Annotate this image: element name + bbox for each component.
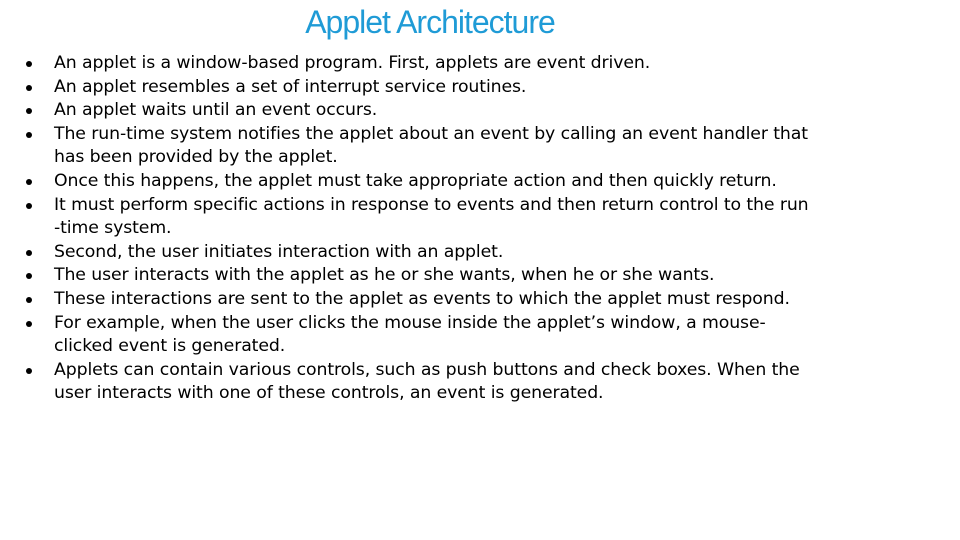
bullet-dot-icon (26, 250, 32, 256)
bullet-item (0, 99, 960, 123)
bullet-text: It must perform specific actions in response to events and then return control to the run (54, 194, 809, 215)
bullet-text: An applet waits until an event occurs. (54, 100, 378, 121)
bullet-text: For example, when the user clicks the mouse inside the applet’s window, a mouse- (54, 312, 766, 333)
bullet-item (0, 288, 960, 312)
bullet-item (0, 359, 960, 406)
bullet-text-continuation: user interacts with one of these controls, an event is generated. (54, 383, 604, 404)
slide-title: Applet Architecture (305, 4, 555, 40)
bullet-item (0, 264, 960, 288)
bullet-text: Applets can contain various controls, such as push buttons and check boxes. When the (54, 359, 800, 380)
bullet-item (0, 194, 960, 241)
bullet-text: These interactions are sent to the applet as events to which the applet must respond. (54, 288, 790, 309)
bullet-text-continuation: has been provided by the applet. (54, 147, 338, 168)
bullet-dot-icon (26, 297, 32, 303)
bullet-dot-icon (26, 108, 32, 114)
bullet-text: Once this happens, the applet must take appropriate action and then quickly return. (54, 170, 777, 191)
bullet-text: An applet resembles a set of interrupt service routines. (54, 76, 527, 97)
bullet-text-continuation: -time system. (54, 218, 172, 239)
bullet-dot-icon (26, 273, 32, 279)
bullet-item (0, 170, 960, 194)
bullet-item (0, 76, 960, 100)
bullet-dot-icon (26, 61, 32, 67)
bullet-item (0, 123, 960, 170)
bullet-item (0, 312, 960, 359)
bullet-dot-icon (26, 321, 32, 327)
bullet-list (0, 52, 960, 406)
bullet-dot-icon (26, 179, 32, 185)
bullet-text: Second, the user initiates interaction with an applet. (54, 241, 504, 262)
bullet-dot-icon (26, 132, 32, 138)
bullet-item (0, 241, 960, 265)
bullet-dot-icon (26, 85, 32, 91)
bullet-item (0, 52, 960, 76)
bullet-text: The run-time system notifies the applet about an event by calling an event handler that (54, 123, 808, 144)
bullet-text-continuation: clicked event is generated. (54, 336, 286, 357)
bullet-dot-icon (26, 203, 32, 209)
bullet-text: An applet is a window-based program. First, applets are event driven. (54, 53, 651, 73)
bullet-text: The user interacts with the applet as he or she wants, when he or she wants. (54, 265, 715, 286)
bullet-dot-icon (26, 368, 32, 374)
